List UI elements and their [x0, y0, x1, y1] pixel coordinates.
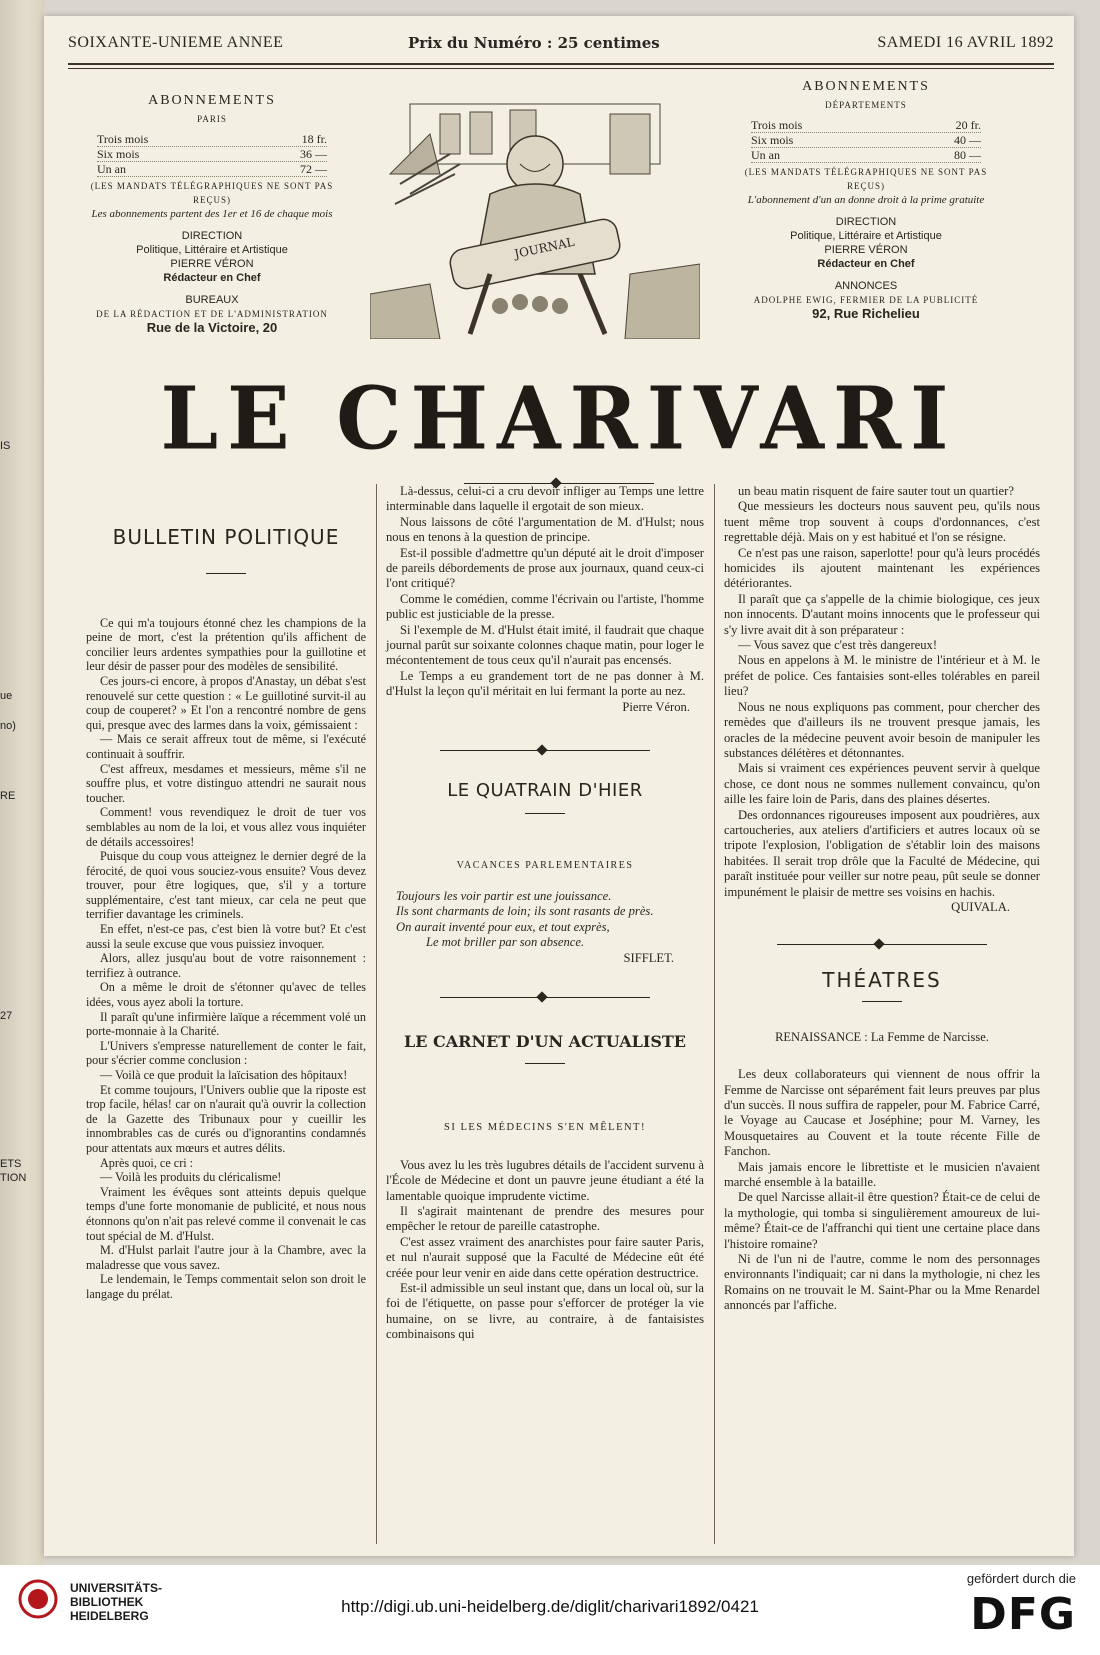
edge-fragment: ue	[0, 690, 13, 702]
paragraph: Mais si vraiment ces expériences peuvent servir à quelque chose, ce dont nous ne sommes nullement convaincu, qu'on aille les faire loin de Paris, dans des plaines désertes.	[724, 761, 1040, 807]
paragraph: Vous avez lu les très lugubres détails de l'accident survenu à l'École de Médecine et dont un pauvre jeune étudiant a été la lamentable quoique imprudente victime.	[386, 1157, 704, 1203]
price-rows	[97, 132, 327, 177]
paragraph: Il paraît qu'une infirmière laïque a récemment volé un porte-monnaie à la Charité.	[86, 1009, 366, 1039]
paragraph: Ce qui m'a toujours étonné chez les champions de la peine de mort, c'est la prétention qu'ils affichent de concilier leurs ardentes sympathies pour la guillotine et leur désir de passer pour des modèles de sensibilité.	[86, 615, 366, 674]
section-title: LE CARNET D'UN ACTUALISTE	[404, 1031, 686, 1051]
paragraph: Que messieurs les docteurs nous sauvent peu, qu'ils nous tuent même trop souvent à coups d'ordonnances, c'est regrettable déjà. Mais on y est habitué et l'on se résigne.	[724, 499, 1040, 545]
poem-line: Ils sont charmants de loin; ils sont rasants de près.	[396, 904, 654, 919]
poem-line: Toujours les voir partir est une jouissance.	[396, 888, 612, 903]
row-label: Six mois	[97, 147, 140, 161]
price-rows	[751, 118, 981, 163]
section-rule	[525, 813, 565, 814]
edge-fragment: ETS	[0, 1158, 22, 1170]
institution-line: BIBLIOTHEK	[70, 1595, 144, 1609]
bureaux-address: Rue de la Victoire, 20	[146, 320, 278, 335]
section-rule	[862, 1001, 902, 1002]
paragraph: Ni de l'un ni de l'autre, comme le nom des personnages environnants l'indiquait; car ni dans la mythologie, ni chez les Romains on ne trouvait le M. Saint-Phar ou la Mme Renardel annoncés par l'affiche.	[724, 1252, 1040, 1313]
director-name: PIERRE VÉRON	[824, 244, 908, 256]
poem-line: On aurait inventé pour eux, et tout exprès,	[396, 919, 610, 934]
paragraph: Si l'exemple de M. d'Hulst était imité, il faudrait que chaque journal parût sur soixante colonnes chaque matin, pour loger le mécontentement de tous ceux qu'il n'aurait pas encensés.	[386, 622, 704, 668]
box-note: (LES MANDATS TÉLÉGRAPHIQUES NE SONT PAS REÇUS)	[90, 181, 334, 205]
paragraph: — Voilà ce que produit la laïcisation des hôpitaux!	[100, 1068, 348, 1082]
paragraph: Nous laissons de côté l'argumentation de M. d'Hulst; nous nous en tenons à la question de principe.	[386, 514, 704, 545]
subscription-box-paris	[82, 94, 342, 335]
subsection-title: SI LES MÉDECINS S'EN MÊLENT!	[444, 1122, 646, 1134]
bureaux-line: DE LA RÉDACTION ET DE L'ADMINISTRATION	[96, 309, 328, 319]
permalink[interactable]: http://digi.ub.uni-heidelberg.de/diglit/charivari1892/0421	[341, 1597, 759, 1616]
box-notice: L'abonnement d'un an donne droit à la prime gratuite	[747, 194, 985, 206]
section-title: BULLETIN POLITIQUE	[112, 525, 340, 549]
paragraph: Des ordonnances rigoureuses imposent aux poudrières, aux cartoucheries, aux ateliers d'artificiers et autres locaux où se tripote l'explosion, l'obligation de s'établir loin des maisons habitées. Il serait trop drôle que la Faculté de Médecine, qui paraît instituée pour veiller sur notre peau, pût seule se donner impunément le plaisir de mettre ses voisins en hachis.	[724, 807, 1040, 899]
paragraph: Puisque du coup vous atteignez le dernier degré de la férocité, de quoi vous souciez-vous ensuite? Vous devez trouver, pour être logiques, que, s'il y a torture supplémentaire, c'est tant mieux, car cela ne peut que terrifier davantage les criminels.	[86, 849, 366, 922]
section-divider	[440, 743, 650, 757]
article-body	[86, 616, 366, 1302]
section-rule	[206, 573, 246, 574]
paragraph: Est-il admissible un seul instant que, dans un local où, sur la foi de l'étiquette, on passe pour s'efforcer de protéger la vie humaine, on se livre, au contraire, à de fantaisistes combinaisons qui	[386, 1281, 704, 1342]
poem-title: VACANCES PARLEMENTAIRES	[456, 859, 634, 871]
masthead-line	[68, 34, 1054, 64]
annonces-line: ADOLPHE EWIG, FERMIER DE LA PUBLICITÉ	[753, 295, 979, 305]
dfg-logo: DFG	[970, 1589, 1076, 1640]
poem-signature: SIFFLET.	[623, 950, 674, 965]
paragraph: De quel Narcisse allait-il être question? Était-ce de celui de la mythologie, qui tomba si singulièrement amoureux de lui-même? Était-ce de l'affranchi qui tient une certaine place dans l'histoire romaine?	[724, 1190, 1040, 1251]
article-signature: Pierre Véron.	[622, 699, 690, 714]
row-label: Trois mois	[751, 118, 803, 132]
paragraph: — Mais ce serait affreux tout de même, si l'exécuté continuait à souffrir.	[86, 732, 366, 761]
masthead-rule	[68, 63, 1054, 65]
masthead-rule	[68, 68, 1054, 69]
direction-line: Politique, Littéraire et Artistique	[136, 244, 288, 256]
direction-line: Politique, Littéraire et Artistique	[790, 230, 942, 242]
paragraph: — Vous savez que c'est très dangereux!	[738, 638, 938, 653]
article-body	[724, 484, 1040, 900]
row-label: Un an	[97, 162, 126, 176]
adjacent-page-edge	[0, 0, 44, 1565]
paragraph: Ce n'est pas une raison, saperlotte! pour qu'à leurs procédés homicides ils ajoutent maintenant les expériences détériorantes.	[724, 545, 1040, 591]
column-rule	[376, 484, 377, 1544]
row-value: 80 —	[954, 148, 981, 162]
edge-fragment: RE	[0, 790, 16, 802]
row-value: 36 —	[300, 147, 327, 161]
paragraph: Il paraît que ça s'appelle de la chimie biologique, ces jeux non innocents. D'autant moins innocents que le professeur qui s'y livre avait dit à son préparateur :	[724, 591, 1040, 637]
paragraph: Nous ne nous expliquons pas comment, pour chercher des remèdes que d'ailleurs ils ne trouvent presque jamais, les oracles de la médecine peuvent avoir besoin de manipuler les substances délétères et détonnantes.	[724, 699, 1040, 760]
row-value: 72 —	[300, 162, 327, 176]
paragraph: Le Temps a eu grandement tort de ne pas donner à M. d'Hulst la leçon qu'il méritait en lui fermant la porte au nez.	[386, 668, 704, 699]
paragraph: Nous en appelons à M. le ministre de l'intérieur et à M. le préfet de police. Ces fantaisies sont-elles tolérables en pareil lieu?	[724, 653, 1040, 699]
box-subheading: PARIS	[197, 114, 227, 124]
paragraph: L'Univers s'empresse naturellement de conter le fait, pour s'écrier comme conclusion :	[86, 1038, 366, 1068]
paragraph: Il s'agirait maintenant de prendre des mesures pour empêcher le retour de pareille catastrophe.	[386, 1203, 704, 1234]
paragraph: C'est assez vraiment des anarchistes pour faire sauter Paris, et nul n'aurait supposé que la Faculté de Médecine eût été créée pour leur venir en aide dans cette opération destructrice.	[386, 1234, 704, 1280]
paragraph: Comment! vous revendiquez le droit de tuer vos semblables au nom de la loi, et vous allez vous inquiéter de détails accessoires!	[86, 805, 366, 849]
box-notice: Les abonnements partent des 1er et 16 de chaque mois	[91, 208, 333, 220]
edge-fragment: TION	[0, 1172, 27, 1184]
annonces-heading: ANNONCES	[834, 280, 898, 292]
paragraph: Comme le comédien, comme l'écrivain ou l'artiste, l'homme public est justiciable de la presse.	[386, 591, 704, 622]
paragraph: Là-dessus, celui-ci a cru devoir infliger au Temps une lettre interminable dans laquelle il ergotait de son mieux.	[386, 484, 704, 514]
paragraph: — Voilà les produits du cléricalisme!	[100, 1170, 282, 1185]
year-label: SOIXANTE-UNIEME ANNEE	[68, 34, 284, 51]
section-title: LE QUATRAIN D'HIER	[447, 780, 643, 802]
price-row	[751, 118, 981, 133]
box-subheading: DÉPARTEMENTS	[825, 100, 907, 110]
column-1	[86, 516, 366, 1302]
article-body	[386, 484, 704, 700]
newspaper-title: LE CHARIVARI	[160, 368, 958, 470]
paragraph: Vraiment les évêques sont atteints depuis quelque temps d'une forte monomanie de publicité, et nous nous étonnons qu'on n'ait pas relevé comme il convenait le cas tout spécial de M. d'Hulst.	[86, 1184, 366, 1243]
paragraph: Alors, allez jusqu'au bout de votre raisonnement : terrifiez à outrance.	[86, 951, 366, 980]
article-body	[724, 1067, 1040, 1314]
edge-fragment: IS	[0, 440, 11, 452]
direction-heading: DIRECTION	[835, 216, 897, 228]
paragraph: Ces jours-ci encore, à propos d'Anastay, un débat s'est renouvelé sur cette question : « Le guillotiné survit-il au coup de couperet? » Et l'on a rencontré nombre de gens qui, presque avec des larmes dans la voix, gémissaient :	[86, 673, 366, 732]
box-heading: ABONNEMENTS	[148, 93, 276, 108]
director-role: Rédacteur en Chef	[817, 258, 915, 270]
row-value: 18 fr.	[301, 132, 327, 146]
price-row	[751, 133, 981, 148]
price-label: Prix du Numéro : 25 centimes	[408, 34, 660, 52]
edge-fragment: 27	[0, 1010, 13, 1022]
institution-line: HEIDELBERG	[70, 1609, 149, 1623]
paragraph: Le lendemain, le Temps commentait selon son droit le langage du prélat.	[86, 1272, 366, 1301]
subscription-box-departements	[736, 80, 996, 321]
paragraph: On a même le droit de s'étonner qu'avec de telles idées, vous ayez aboli la torture.	[86, 980, 366, 1010]
section-divider	[777, 937, 987, 951]
price-row	[97, 147, 327, 162]
section-rule	[525, 1063, 565, 1064]
institution-line: UNIVERSITÄTS-	[70, 1581, 163, 1595]
box-heading: ABONNEMENTS	[802, 79, 930, 94]
row-label: Trois mois	[97, 132, 149, 146]
edge-fragment: no)	[0, 720, 16, 732]
row-label: Un an	[751, 148, 780, 162]
issue-date: SAMEDI 16 AVRIL 1892	[877, 34, 1054, 51]
paragraph: C'est affreux, mesdames et messieurs, même s'il ne souffre plus, et votre distinguo attendri ne saurait nous toucher.	[86, 761, 366, 805]
price-row	[751, 148, 981, 163]
article-signature: QUIVALA.	[951, 899, 1010, 914]
section-divider	[440, 990, 650, 1004]
paragraph: Mais jamais encore le librettiste et le musicien n'avaient marché ensemble à la bataille.	[724, 1159, 1040, 1190]
newspaper-page	[44, 16, 1074, 1556]
review-title: RENAISSANCE : La Femme de Narcisse.	[775, 1029, 989, 1044]
paragraph: Est-il possible d'admettre qu'un député ait le droit d'imposer de pareils débordements de prose aux journaux, quand ceux-ci l'ont critiqué?	[386, 545, 704, 591]
paragraph: M. d'Hulst parlait l'autre jour à la Chambre, avec la maladresse que vous savez.	[86, 1243, 366, 1272]
price-row	[97, 132, 327, 147]
viewer-footer	[0, 1565, 1100, 1655]
section-title: THÉATRES	[822, 968, 942, 993]
row-value: 40 —	[954, 133, 981, 147]
masthead-engraving	[370, 94, 700, 339]
director-name: PIERRE VÉRON	[170, 258, 254, 270]
annonces-address: 92, Rue Richelieu	[812, 306, 920, 321]
column-3	[724, 484, 1040, 1314]
engraving-label: JOURNAL	[513, 234, 576, 262]
paragraph: Les deux collaborateurs qui viennent de nous offrir la Femme de Narcisse ont séparément fait leurs preuves par plus d'un succès. Il nous suffira de rappeler, pour M. Fabrice Carré, le Voyage au Caucase et Joséphine; pour M. Varney, les Mousquetaires au Couvent et la toute récente Fille de Fanchon.	[724, 1067, 1040, 1159]
paragraph: un beau matin risquent de faire sauter tout un quartier?	[738, 484, 1014, 498]
direction-heading: DIRECTION	[181, 230, 243, 242]
bureaux-heading: BUREAUX	[185, 294, 239, 306]
paragraph: Et comme toujours, l'Univers oublie que la riposte est trop facile, hélas! car on n'aurait qu'à ouvrir la collection de la Gazette des Tribunaux pour y cueillir les innombrables cas de curés ou d'ignorantins condamnés pour attentats aux mœurs et autres délits.	[86, 1082, 366, 1155]
column-rule	[714, 484, 715, 1544]
price-row	[97, 162, 327, 177]
column-2	[386, 484, 704, 1343]
row-value: 20 fr.	[955, 118, 981, 132]
director-role: Rédacteur en Chef	[163, 272, 261, 284]
article-body	[386, 1158, 704, 1343]
box-note: (LES MANDATS TÉLÉGRAPHIQUES NE SONT PAS REÇUS)	[744, 167, 988, 191]
paragraph: Après quoi, ce cri :	[100, 1155, 194, 1170]
dfg-label: gefördert durch die	[966, 1571, 1076, 1586]
poem-line: Le mot briller par son absence.	[426, 935, 585, 950]
paragraph: En effet, n'est-ce pas, c'est bien là votre but? Et c'est aussi la seule excuse que vous puissiez invoquer.	[86, 922, 366, 951]
row-label: Six mois	[751, 133, 794, 147]
